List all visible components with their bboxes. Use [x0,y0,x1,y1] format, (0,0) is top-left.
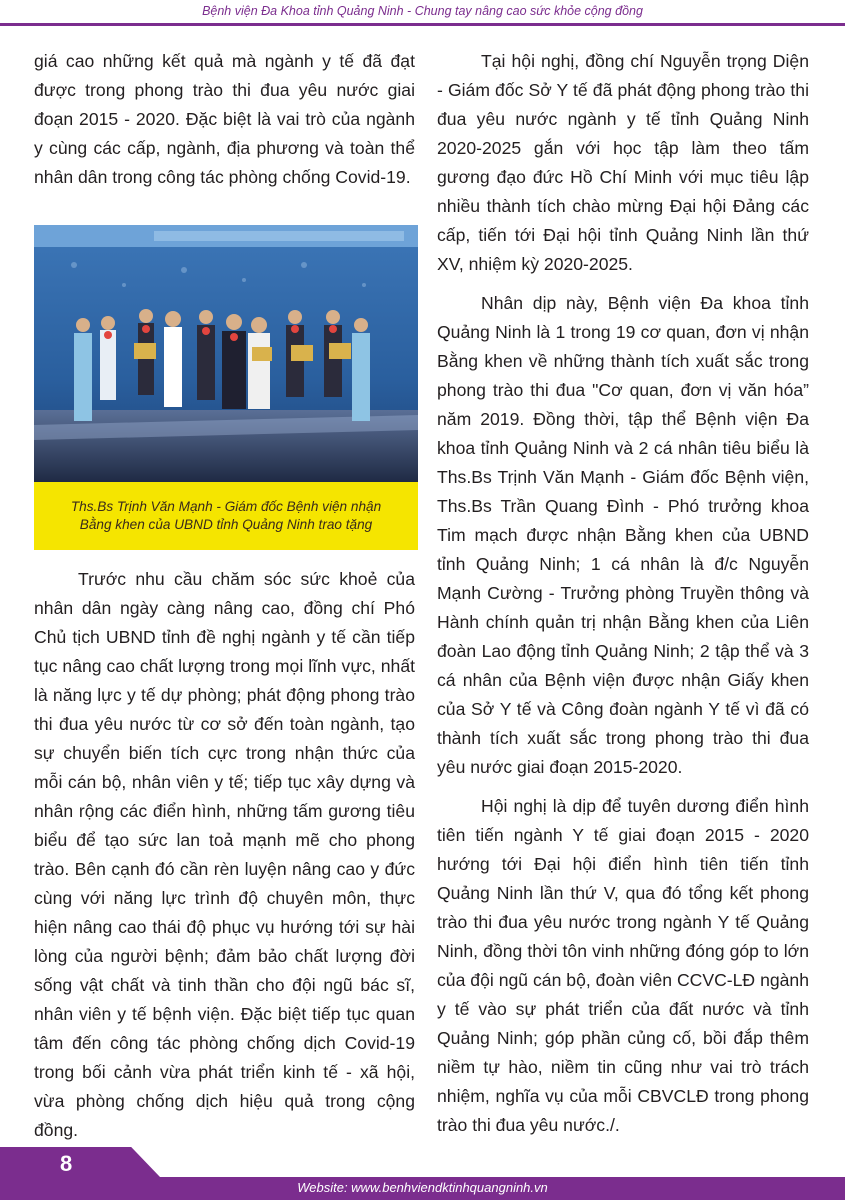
paragraph-campaign-launch: Tại hội nghị, đồng chí Nguyễn trọng Diện - Giám đốc Sở Y tế đã phát động phong trào thi đua yêu nước ngành y tế tỉnh Quảng Ninh 2020-2025 gắn với học tập làm theo tấm gương đạo đức Hồ Chí Minh với mục tiêu lập nhiều thành tích chào mừng Đại hội Đảng các cấp, tiến tới Đại hội tỉnh Quảng Ninh lần thứ XV, nhiệm kỳ 2020-2025. [437,51,809,274]
footer-website: Website: www.benhviendktinhquangninh.vn [297,1180,548,1195]
paragraph-continued: giá cao những kết quả mà ngành y tế đã đạt được trong phong trào thi đua yêu nước giai đoạn 2015 - 2020. Đặc biệt là vai trò của ngành y cùng các cấp, ngành, địa phương và toàn thể nhân dân trong công tác phòng chống Covid-19. [34,51,415,187]
paragraph-conference-summary: Hội nghị là dịp để tuyên dương điển hình tiên tiến ngành Y tế giai đoạn 2015 - 2020 hướng tới Đại hội điển hình tiên tiến tỉnh Quảng Ninh lần thứ V, qua đó tổng kết phong trào thi đua yêu nước trong ngành Y tế Quảng Ninh, đồng thời tôn vinh những đóng góp to lớn của đội ngũ cán bộ, đoàn viên CCVC-LĐ ngành y tế vào sự phát triển của đất nước và tỉnh Quảng Ninh; góp phần củng cố, bồi đắp thêm niềm tự hào, niềm tin cũng như vai trò trách nhiệm, nghĩa vụ của mỗi CBVCLĐ trong phong trào thi đua yêu nước./. [437,796,809,1135]
left-column-top [34,47,415,192]
caption-line-1: Ths.Bs Trịnh Văn Mạnh - Giám đốc Bệnh viện nhận [70,499,382,514]
award-ceremony-photo [34,225,418,482]
paragraph-recommendations: Trước nhu cầu chăm sóc sức khoẻ của nhân dân ngày càng nâng cao, đồng chí Phó Chủ tịch UBND tỉnh đề nghị ngành y tế cần tiếp tục nâng cao chất lượng trong mọi lĩnh vực, nhất là năng lực y tế dự phòng; phát động phong trào thi đua yêu nước từ cơ sở đến toàn ngành, tạo sự chuyển biến tích cực trong nhận thức của mỗi cán bộ, nhân viên y tế; tiếp tục xây dựng và nhân rộng các điển hình, những tấm gương tiêu biểu để tạo sức lan toả mạnh mẽ cho phong trào. Bên cạnh đó cần rèn luyện nâng cao y đức cùng với năng lực trình độ chuyên môn, thực hiện nâng cao thái độ phục vụ hướng tới sự hài lòng của người bệnh; đảm bảo chất lượng đời sống vật chất và tinh thần cho đội ngũ bác sĩ, nhân viên y tế bệnh viện. Đặc biệt tiếp tục quan tâm đến công tác phòng chống dịch Covid-19 trong bối cảnh vừa phát triển kinh tế - xã hội, vừa phòng chống dịch hiệu quả trong cộng đồng. [34,569,415,1140]
footer-page-tab [0,1147,160,1177]
page-number: 8 [60,1151,73,1176]
header-divider [0,23,845,26]
photo-caption [34,482,418,550]
right-column [437,47,809,1140]
left-column-bottom [34,565,415,1145]
paragraph-awards: Nhân dịp này, Bệnh viện Đa khoa tỉnh Quảng Ninh là 1 trong 19 cơ quan, đơn vị nhận Bằng khen về những thành tích xuất sắc trong phong trào thi đua "Cơ quan, đơn vị văn hóa” năm 2019. Đồng thời, tập thể Bệnh viện Đa khoa tỉnh Quảng Ninh và 2 cá nhân tiêu biểu là Ths.Bs Trịnh Văn Mạnh - Giám đốc Bệnh viện, Ths.Bs Trần Quang Đình - Phó trưởng khoa Tim mạch được nhận Bằng khen của UBND tỉnh Quảng Ninh; 1 cá nhân là đ/c Nguyễn Mạnh Cường - Trưởng phòng Truyền thông và Hành chính quản trị nhận Bằng khen của Liên đoàn Lao động tỉnh Quảng Ninh; 2 tập thể và 3 cá nhân của Bệnh viện được nhận Giấy khen của Sở Y tế và Công đoàn ngành Y tế vì đã có thành tích xuất sắc trong phong trào thi đua yêu nước giai đoạn 2015-2020. [437,293,809,777]
caption-line-2: Bằng khen của UBND tỉnh Quảng Ninh trao tặng [79,517,373,532]
running-header: Bệnh viện Đa Khoa tỉnh Quảng Ninh - Chung tay nâng cao sức khỏe cộng đồng [202,4,643,18]
